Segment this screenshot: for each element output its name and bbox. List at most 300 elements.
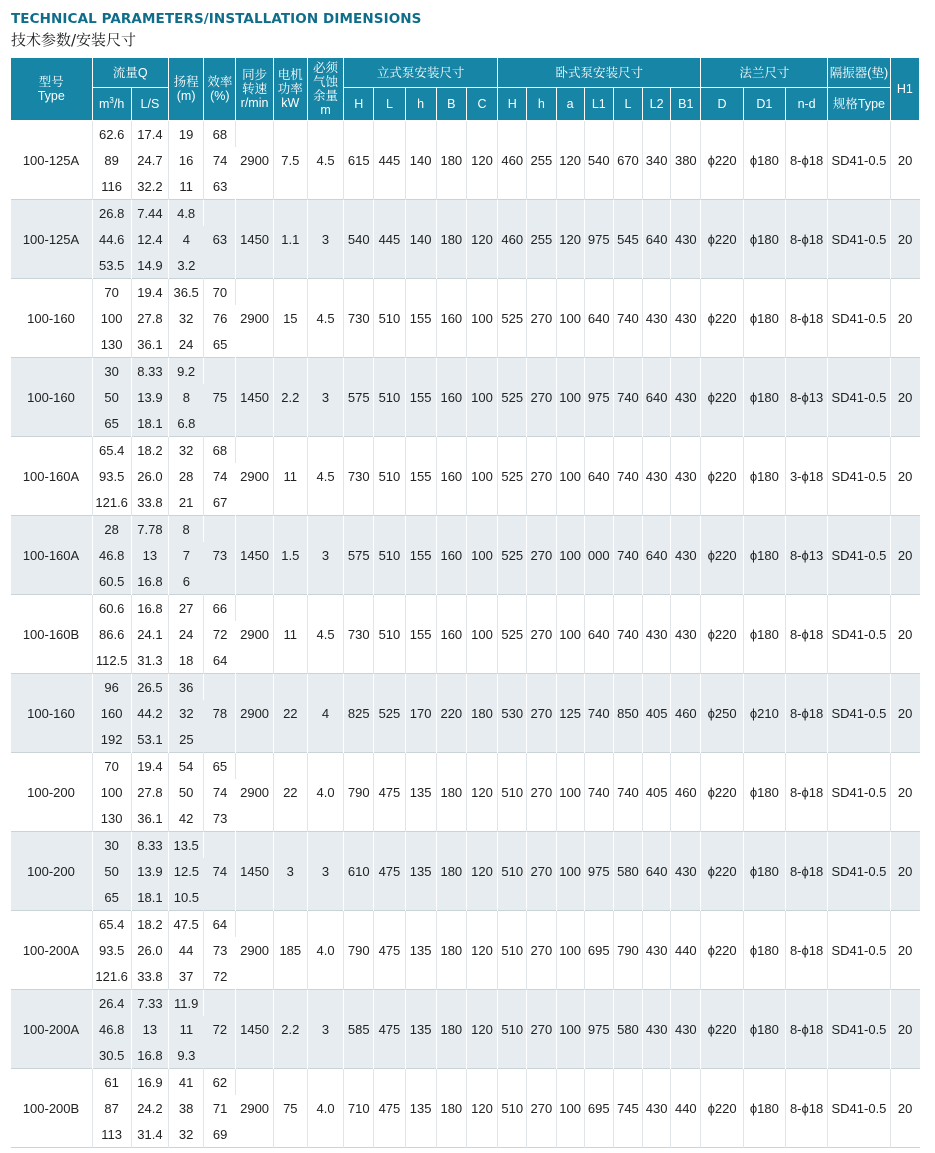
cell-h-a: 100: [556, 358, 584, 437]
cell-h-L1: 695: [584, 1069, 613, 1148]
cell-flow-m3h: 65: [92, 884, 131, 911]
cell-v-C: 120: [466, 990, 497, 1069]
cell-v-h: 140: [405, 200, 436, 279]
header-flange: 法兰尺寸: [701, 58, 828, 88]
cell-efficiency: 71: [204, 1095, 236, 1121]
cell-h1: 20: [890, 1069, 919, 1148]
cell-flow-m3h: 28: [92, 516, 131, 543]
cell-flange-nd: 8-ϕ18: [785, 990, 827, 1069]
cell-h-L2: 340: [643, 121, 671, 200]
cell-v-B: 180: [436, 990, 466, 1069]
cell-v-L: 510: [374, 516, 405, 595]
cell-flange-D: ϕ220: [701, 437, 743, 516]
cell-flow-ls: 16.8: [131, 1042, 168, 1069]
cell-head: 24: [169, 331, 204, 358]
cell-v-H: 610: [344, 832, 374, 911]
header-flow-m3h: $m^3/h$: [92, 88, 131, 121]
cell-flow-ls: 53.1: [131, 726, 168, 753]
cell-h-H: 525: [498, 358, 527, 437]
cell-head: 21: [169, 489, 204, 516]
header-v-H: H: [344, 88, 374, 121]
cell-flow-ls: 19.4: [131, 753, 168, 780]
cell-head: 44: [169, 937, 204, 963]
cell-speed: 2900: [236, 437, 273, 516]
cell-flow-m3h: 50: [92, 384, 131, 410]
cell-flow-ls: 13.9: [131, 384, 168, 410]
cell-flow-ls: 8.33: [131, 832, 168, 859]
cell-flow-ls: 26.0: [131, 463, 168, 489]
cell-efficiency: 68: [204, 437, 236, 464]
header-v-C: C: [466, 88, 497, 121]
cell-flow-m3h: 116: [92, 173, 131, 200]
cell-h-L: 740: [613, 753, 642, 832]
cell-power: 75: [273, 1069, 307, 1148]
header-h-H: H: [498, 88, 527, 121]
header-efficiency: 效率 (%): [204, 58, 236, 121]
cell-h-a: 100: [556, 832, 584, 911]
cell-efficiency: 76: [204, 305, 236, 331]
cell-head: 6.8: [169, 410, 204, 437]
cell-h-L1: 695: [584, 911, 613, 990]
cell-h1: 20: [890, 832, 919, 911]
cell-v-h: 170: [405, 674, 436, 753]
table-row: [11, 753, 920, 780]
cell-head: 54: [169, 753, 204, 780]
cell-flow-m3h: 26.4: [92, 990, 131, 1017]
cell-flange-D1: ϕ180: [743, 437, 785, 516]
cell-head: 32: [169, 1121, 204, 1148]
cell-h1: 20: [890, 990, 919, 1069]
cell-v-C: 100: [466, 279, 497, 358]
cell-head: 12.5: [169, 858, 204, 884]
cell-flow-ls: 13: [131, 1016, 168, 1042]
header-isolator: 隔振器(垫): [828, 58, 890, 88]
cell-flange-D1: ϕ180: [743, 911, 785, 990]
cell-efficiency: 73: [204, 805, 236, 832]
cell-head: 47.5: [169, 911, 204, 938]
header-head: 扬程 (m): [169, 58, 204, 121]
cell-flange-D1: ϕ180: [743, 121, 785, 200]
cell-flow-ls: 8.33: [131, 358, 168, 385]
cell-head: 41: [169, 1069, 204, 1096]
cell-flow-m3h: 70: [92, 753, 131, 780]
cell-h-h: 270: [527, 832, 556, 911]
cell-flow-m3h: 121.6: [92, 963, 131, 990]
cell-power: 11: [273, 437, 307, 516]
cell-h-L2: 430: [643, 279, 671, 358]
table-row: [11, 279, 920, 306]
cell-efficiency: 72: [204, 990, 236, 1069]
cell-flow-ls: 18.2: [131, 437, 168, 464]
cell-flange-D1: ϕ180: [743, 753, 785, 832]
cell-v-L: 510: [374, 595, 405, 674]
cell-model: 100-160: [11, 674, 93, 753]
cell-head: 50: [169, 779, 204, 805]
table-row: [11, 121, 920, 148]
cell-head: 3.2: [169, 252, 204, 279]
model-group: [11, 200, 920, 279]
cell-h-L2: 430: [643, 990, 671, 1069]
cell-flow-m3h: 93.5: [92, 937, 131, 963]
cell-h-h: 270: [527, 911, 556, 990]
cell-efficiency: 63: [204, 200, 236, 279]
cell-efficiency: 67: [204, 489, 236, 516]
cell-h-h: 270: [527, 595, 556, 674]
cell-v-H: 615: [344, 121, 374, 200]
cell-h-H: 525: [498, 279, 527, 358]
table-row: [11, 595, 920, 622]
cell-h-H: 530: [498, 674, 527, 753]
cell-head: 42: [169, 805, 204, 832]
cell-npsh: 4.0: [307, 911, 343, 990]
cell-flow-ls: 18.2: [131, 911, 168, 938]
cell-flange-nd: 8-ϕ18: [785, 832, 827, 911]
cell-flow-m3h: 70: [92, 279, 131, 306]
cell-npsh: 4.5: [307, 279, 343, 358]
cell-efficiency: 70: [204, 279, 236, 306]
table-row: [11, 200, 920, 227]
cell-isolator: SD41-0.5: [828, 990, 890, 1069]
cell-v-L: 475: [374, 1069, 405, 1148]
cell-v-B: 160: [436, 437, 466, 516]
cell-efficiency: 69: [204, 1121, 236, 1148]
cell-flow-m3h: 60.6: [92, 595, 131, 622]
cell-flange-D: ϕ220: [701, 121, 743, 200]
cell-head: 4.8: [169, 200, 204, 227]
header-npsh: 必须 气蚀 余量 m: [307, 58, 343, 121]
cell-head: 9.3: [169, 1042, 204, 1069]
cell-flow-m3h: 65.4: [92, 911, 131, 938]
cell-speed: 2900: [236, 121, 273, 200]
cell-flange-nd: 3-ϕ18: [785, 437, 827, 516]
cell-flange-nd: 8-ϕ18: [785, 753, 827, 832]
cell-h-h: 270: [527, 437, 556, 516]
cell-v-H: 730: [344, 279, 374, 358]
cell-npsh: 4.0: [307, 1069, 343, 1148]
model-group: [11, 990, 920, 1069]
cell-flange-D: ϕ220: [701, 595, 743, 674]
cell-h-L1: 975: [584, 358, 613, 437]
cell-h-L: 740: [613, 516, 642, 595]
cell-v-B: 180: [436, 121, 466, 200]
cell-v-L: 475: [374, 753, 405, 832]
cell-flange-nd: 8-ϕ18: [785, 595, 827, 674]
cell-flow-m3h: 30.5: [92, 1042, 131, 1069]
cell-h-B1: 430: [671, 595, 701, 674]
table-row: [11, 437, 920, 464]
cell-h-L2: 640: [643, 200, 671, 279]
cell-h-L1: 640: [584, 595, 613, 674]
cell-flow-ls: 13.9: [131, 858, 168, 884]
cell-model: 100-200A: [11, 990, 93, 1069]
cell-efficiency: 74: [204, 463, 236, 489]
cell-h-H: 525: [498, 516, 527, 595]
cell-flange-D1: ϕ180: [743, 1069, 785, 1148]
cell-model: 100-160A: [11, 516, 93, 595]
cell-v-L: 510: [374, 358, 405, 437]
cell-h-a: 100: [556, 279, 584, 358]
cell-h-H: 525: [498, 437, 527, 516]
cell-npsh: 4: [307, 674, 343, 753]
cell-h-h: 270: [527, 753, 556, 832]
cell-head: 8: [169, 516, 204, 543]
cell-v-h: 135: [405, 753, 436, 832]
cell-model: 100-160B: [11, 595, 93, 674]
cell-flow-ls: 16.9: [131, 1069, 168, 1096]
cell-v-H: 825: [344, 674, 374, 753]
cell-flow-ls: 31.3: [131, 647, 168, 674]
cell-flow-ls: 7.78: [131, 516, 168, 543]
cell-h1: 20: [890, 595, 919, 674]
table-row: [11, 674, 920, 701]
cell-v-L: 445: [374, 200, 405, 279]
header-h-L1: L1: [584, 88, 613, 121]
cell-v-L: 510: [374, 437, 405, 516]
cell-isolator: SD41-0.5: [828, 516, 890, 595]
cell-h-B1: 460: [671, 753, 701, 832]
cell-h1: 20: [890, 753, 919, 832]
cell-head: 11: [169, 173, 204, 200]
cell-flange-nd: 8-ϕ18: [785, 911, 827, 990]
cell-v-H: 585: [344, 990, 374, 1069]
cell-h-L1: 740: [584, 753, 613, 832]
cell-flow-m3h: 160: [92, 700, 131, 726]
cell-v-B: 180: [436, 200, 466, 279]
cell-flow-m3h: 53.5: [92, 252, 131, 279]
parameters-table: [10, 57, 920, 1148]
cell-v-C: 180: [466, 674, 497, 753]
cell-flow-m3h: 93.5: [92, 463, 131, 489]
cell-flow-ls: 44.2: [131, 700, 168, 726]
cell-h-B1: 430: [671, 832, 701, 911]
cell-v-L: 510: [374, 279, 405, 358]
header-h-B1: B1: [671, 88, 701, 121]
cell-h-a: 100: [556, 437, 584, 516]
cell-isolator: SD41-0.5: [828, 121, 890, 200]
cell-efficiency: 63: [204, 173, 236, 200]
cell-h-h: 270: [527, 358, 556, 437]
cell-h-a: 120: [556, 121, 584, 200]
cell-h-B1: 380: [671, 121, 701, 200]
header-v-h: h: [405, 88, 436, 121]
cell-h-h: 255: [527, 200, 556, 279]
cell-head: 38: [169, 1095, 204, 1121]
cell-h-L: 850: [613, 674, 642, 753]
cell-efficiency: 78: [204, 674, 236, 753]
cell-h-B1: 460: [671, 674, 701, 753]
table-row: [11, 358, 920, 385]
cell-v-L: 445: [374, 121, 405, 200]
cell-v-H: 730: [344, 437, 374, 516]
cell-head: 11.9: [169, 990, 204, 1017]
cell-h-B1: 430: [671, 437, 701, 516]
cell-model: 100-200A: [11, 911, 93, 990]
cell-h1: 20: [890, 279, 919, 358]
cell-isolator: SD41-0.5: [828, 832, 890, 911]
cell-flow-ls: 24.7: [131, 147, 168, 173]
cell-flow-ls: 17.4: [131, 121, 168, 148]
model-group: [11, 832, 920, 911]
page-header: [11, 10, 422, 50]
cell-flow-ls: 16.8: [131, 568, 168, 595]
cell-efficiency: 73: [204, 937, 236, 963]
cell-flow-m3h: 65.4: [92, 437, 131, 464]
cell-h-L: 580: [613, 832, 642, 911]
cell-v-C: 120: [466, 911, 497, 990]
cell-flow-ls: 24.2: [131, 1095, 168, 1121]
cell-isolator: SD41-0.5: [828, 358, 890, 437]
cell-npsh: 3: [307, 200, 343, 279]
cell-v-C: 120: [466, 200, 497, 279]
cell-h-a: 120: [556, 200, 584, 279]
cell-h-L2: 640: [643, 832, 671, 911]
table-row: [11, 832, 920, 859]
cell-h-H: 510: [498, 911, 527, 990]
cell-v-B: 160: [436, 595, 466, 674]
cell-v-B: 180: [436, 911, 466, 990]
header-h1: H1: [890, 58, 919, 121]
cell-head: 10.5: [169, 884, 204, 911]
cell-h-h: 255: [527, 121, 556, 200]
cell-h-H: 510: [498, 832, 527, 911]
cell-efficiency: 65: [204, 753, 236, 780]
cell-flange-nd: 8-ϕ13: [785, 516, 827, 595]
cell-flange-D1: ϕ180: [743, 516, 785, 595]
header-horizontal-install: 卧式泵安装尺寸: [498, 58, 701, 88]
cell-flange-D1: ϕ180: [743, 990, 785, 1069]
cell-flow-ls: 12.4: [131, 226, 168, 252]
cell-power: 2.2: [273, 358, 307, 437]
cell-flow-ls: 7.44: [131, 200, 168, 227]
cell-flow-ls: 26.5: [131, 674, 168, 701]
cell-isolator: SD41-0.5: [828, 674, 890, 753]
cell-efficiency: 74: [204, 147, 236, 173]
cell-h1: 20: [890, 121, 919, 200]
cell-flange-D1: ϕ210: [743, 674, 785, 753]
cell-speed: 2900: [236, 911, 273, 990]
cell-efficiency: 72: [204, 963, 236, 990]
cell-h1: 20: [890, 674, 919, 753]
cell-flow-m3h: 100: [92, 305, 131, 331]
cell-h-h: 270: [527, 674, 556, 753]
model-group: [11, 121, 920, 200]
cell-flow-ls: 16.8: [131, 595, 168, 622]
cell-v-C: 120: [466, 1069, 497, 1148]
cell-flange-nd: 8-ϕ18: [785, 1069, 827, 1148]
cell-flange-D: ϕ220: [701, 279, 743, 358]
cell-speed: 2900: [236, 279, 273, 358]
cell-h-H: 510: [498, 1069, 527, 1148]
cell-v-B: 160: [436, 516, 466, 595]
cell-flow-ls: 14.9: [131, 252, 168, 279]
header-h-a: a: [556, 88, 584, 121]
cell-h-L: 740: [613, 279, 642, 358]
cell-npsh: 4.5: [307, 437, 343, 516]
cell-h-H: 525: [498, 595, 527, 674]
cell-efficiency: 72: [204, 621, 236, 647]
cell-flange-D1: ϕ180: [743, 358, 785, 437]
cell-v-h: 155: [405, 279, 436, 358]
cell-flow-m3h: 86.6: [92, 621, 131, 647]
cell-flow-ls: 19.4: [131, 279, 168, 306]
model-group: [11, 911, 920, 990]
cell-power: 1.1: [273, 200, 307, 279]
cell-model: 100-200: [11, 753, 93, 832]
cell-h-L2: 405: [643, 753, 671, 832]
cell-efficiency: 74: [204, 779, 236, 805]
cell-head: 9.2: [169, 358, 204, 385]
cell-efficiency: 64: [204, 911, 236, 938]
cell-h-h: 270: [527, 990, 556, 1069]
cell-v-h: 135: [405, 832, 436, 911]
cell-power: 15: [273, 279, 307, 358]
cell-flow-m3h: 130: [92, 805, 131, 832]
cell-h-a: 100: [556, 1069, 584, 1148]
cell-v-B: 160: [436, 279, 466, 358]
cell-flow-ls: 32.2: [131, 173, 168, 200]
cell-npsh: 3: [307, 516, 343, 595]
header-flange-D: D: [701, 88, 743, 121]
cell-power: 22: [273, 674, 307, 753]
cell-h1: 20: [890, 200, 919, 279]
cell-v-h: 155: [405, 516, 436, 595]
cell-h-a: 100: [556, 990, 584, 1069]
cell-flange-D: ϕ220: [701, 516, 743, 595]
table-row: [11, 516, 920, 543]
cell-h-L: 740: [613, 358, 642, 437]
cell-isolator: SD41-0.5: [828, 911, 890, 990]
table-row: [11, 1069, 920, 1096]
cell-efficiency: 64: [204, 647, 236, 674]
table-row: [11, 911, 920, 938]
cell-v-H: 575: [344, 358, 374, 437]
cell-speed: 1450: [236, 200, 273, 279]
cell-v-C: 120: [466, 121, 497, 200]
cell-h1: 20: [890, 516, 919, 595]
cell-h1: 20: [890, 358, 919, 437]
cell-v-L: 475: [374, 911, 405, 990]
cell-flow-m3h: 89: [92, 147, 131, 173]
cell-flow-m3h: 113: [92, 1121, 131, 1148]
cell-flange-D: ϕ220: [701, 911, 743, 990]
cell-flange-D: ϕ220: [701, 832, 743, 911]
cell-npsh: 4.5: [307, 121, 343, 200]
cell-flow-ls: 33.8: [131, 963, 168, 990]
cell-v-h: 155: [405, 437, 436, 516]
cell-h-L1: 000: [584, 516, 613, 595]
cell-v-C: 100: [466, 358, 497, 437]
cell-efficiency: 62: [204, 1069, 236, 1096]
cell-speed: 1450: [236, 358, 273, 437]
cell-v-C: 100: [466, 516, 497, 595]
cell-flow-m3h: 44.6: [92, 226, 131, 252]
cell-flow-m3h: 65: [92, 410, 131, 437]
cell-head: 25: [169, 726, 204, 753]
cell-efficiency: 66: [204, 595, 236, 622]
cell-model: 100-200B: [11, 1069, 93, 1148]
cell-power: 1.5: [273, 516, 307, 595]
cell-v-C: 120: [466, 832, 497, 911]
cell-h-L: 790: [613, 911, 642, 990]
header-v-L: L: [374, 88, 405, 121]
model-group: [11, 1069, 920, 1148]
cell-flange-D1: ϕ180: [743, 832, 785, 911]
cell-v-h: 155: [405, 358, 436, 437]
cell-v-C: 100: [466, 437, 497, 516]
cell-power: 11: [273, 595, 307, 674]
header-flow-ls: L/S: [131, 88, 168, 121]
cell-v-L: 475: [374, 990, 405, 1069]
